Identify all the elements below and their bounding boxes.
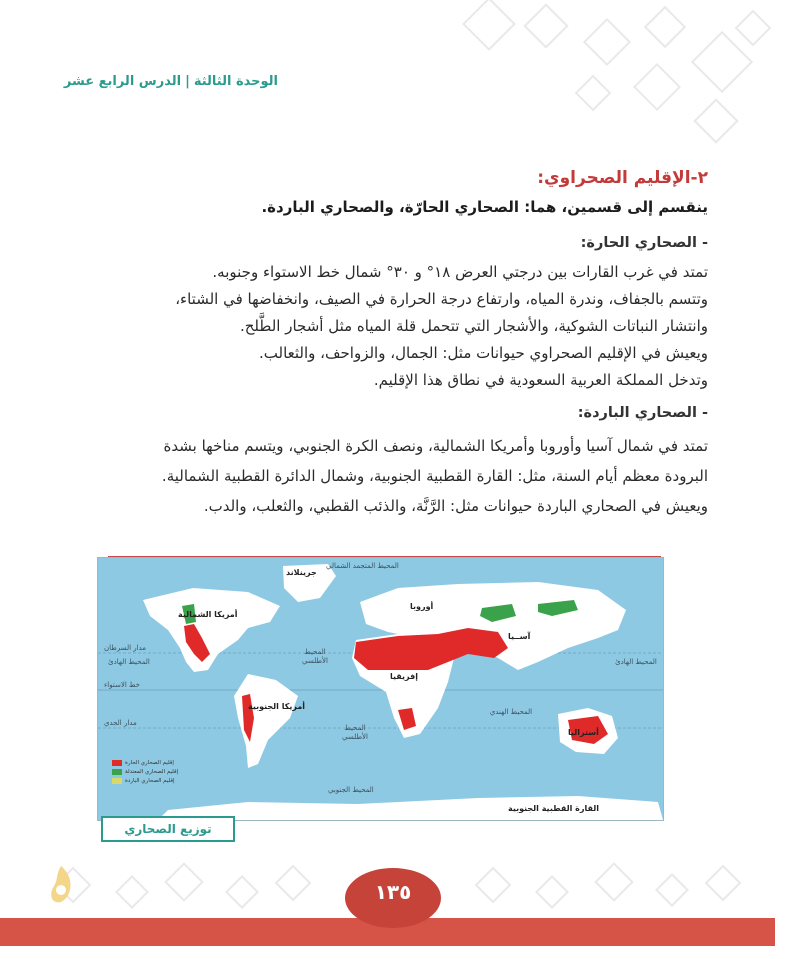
ocean-label-pacific-west: المحيط الهادئ bbox=[108, 658, 150, 666]
decor-square bbox=[535, 875, 569, 909]
map-caption: توزيع الصحاري bbox=[101, 816, 235, 842]
decor-square bbox=[225, 875, 259, 909]
line-label-equator: خط الاستواء bbox=[104, 681, 140, 689]
decor-square bbox=[475, 867, 512, 904]
decor-square bbox=[594, 862, 634, 902]
ocean-label-southern: المحيط الجنوبي bbox=[328, 786, 374, 794]
section-intro: ينقسم إلى قسمين، هما: الصحاري الحارّة، والصحاري الباردة. bbox=[261, 198, 708, 216]
header-lesson: الدرس الرابع عشر bbox=[63, 74, 182, 89]
decor-square bbox=[655, 873, 689, 907]
map-label-antarctica: القارة القطبية الجنوبية bbox=[508, 804, 599, 813]
cold-desert-heading: - الصحاري الباردة: bbox=[577, 405, 708, 421]
text-line: تمتد في شمال آسيا وأوروبا وأمريكا الشمالية، ونصف الكرة الجنوبي، ويتسم مناخها بشدة bbox=[163, 437, 708, 455]
map-label-north-america: أمريكا الشمالية bbox=[178, 610, 238, 619]
map-label-south-america: أمريكا الجنوبية bbox=[248, 702, 306, 711]
text-line: ويعيش في الصحاري الباردة حيوانات مثل: الرَّنَّة، والذئب القطبي، والثعلب، والدب. bbox=[203, 497, 708, 515]
decor-square bbox=[633, 63, 681, 111]
legend-label: إقليم الصحاري الحارة bbox=[125, 760, 174, 766]
ocean-label-pacific-east: المحيط الهادئ bbox=[615, 658, 657, 666]
decor-square bbox=[644, 6, 686, 48]
text-line: وانتشار النباتات الشوكية، والأشجار التي تتحمل قلة المياه مثل أشجار الطَّلح. bbox=[239, 317, 708, 335]
decor-square bbox=[462, 0, 516, 51]
legend-item bbox=[112, 769, 190, 775]
decor-square bbox=[691, 31, 753, 93]
decor-square bbox=[693, 98, 738, 143]
map-label-europe: أوروبا bbox=[410, 602, 434, 611]
text-line: وتدخل المملكة العربية السعودية في نطاق هذا الإقليم. bbox=[373, 371, 708, 389]
decor-square bbox=[735, 10, 772, 47]
decor-square bbox=[115, 875, 149, 909]
decor-square bbox=[575, 75, 612, 112]
line-label-capricorn: مدار الجدي bbox=[104, 719, 137, 727]
running-header: الوحدة الثالثة|الدرس الرابع عشر bbox=[63, 74, 278, 89]
legend-swatch-temperate bbox=[112, 769, 122, 775]
ocean-label-atlantic-south: المحيط الأطلسي bbox=[342, 724, 368, 741]
text-line: البرودة معظم أيام السنة، مثل: القارة القطبية الجنوبية، وشمال الدائرة القطبية الشمالية. bbox=[161, 467, 708, 485]
decor-square bbox=[523, 3, 568, 48]
text-line: تمتد في غرب القارات بين درجتي العرض ١٨° و ٣٠° شمال خط الاستواء وجنوبه. bbox=[212, 263, 708, 281]
map-label-africa: إفريقيا bbox=[390, 672, 418, 681]
map-label-greenland: جرينلاند bbox=[286, 568, 317, 577]
ocean-label-atlantic-north: المحيط الأطلسي bbox=[302, 648, 328, 665]
decor-square bbox=[275, 865, 312, 902]
legend-label: إقليم الصحاري الباردة bbox=[125, 778, 175, 784]
ocean-label-arctic: المحيط المتجمد الشمالي bbox=[326, 562, 399, 570]
header-unit: الوحدة الثالثة bbox=[193, 74, 278, 89]
text-line: وتتسم بالجفاف، وندرة المياه، وارتفاع درجة الحرارة في الصيف، وانخفاضها في الشتاء، bbox=[175, 290, 708, 308]
page-number: ١٣٥ bbox=[345, 868, 441, 928]
hot-desert-text bbox=[8, 259, 708, 394]
legend-item bbox=[112, 760, 190, 766]
decor-square bbox=[583, 18, 631, 66]
line-label-cancer: مدار السرطان bbox=[104, 644, 147, 652]
legend-swatch-hot bbox=[112, 760, 122, 766]
legend-label: إقليم الصحاري المعتدلة bbox=[125, 769, 179, 775]
cold-desert-text bbox=[8, 431, 708, 521]
legend-item bbox=[112, 778, 190, 784]
decor-square bbox=[164, 862, 204, 902]
map-legend bbox=[112, 760, 190, 787]
legend-swatch-cold bbox=[112, 778, 122, 784]
ocean-label-indian: المحيط الهندي bbox=[489, 708, 533, 716]
map-label-australia: أستراليا bbox=[568, 728, 599, 737]
hot-desert-heading: - الصحاري الحارة: bbox=[580, 235, 708, 251]
decor-square bbox=[705, 865, 742, 902]
map-label-asia: آســيا bbox=[508, 632, 531, 641]
publisher-logo-icon bbox=[46, 864, 76, 906]
section-title: ٢-الإقليم الصحراوي: bbox=[537, 168, 708, 188]
text-line: ويعيش في الإقليم الصحراوي حيوانات مثل: الجمال، والزواحف، والثعالب. bbox=[259, 344, 708, 362]
